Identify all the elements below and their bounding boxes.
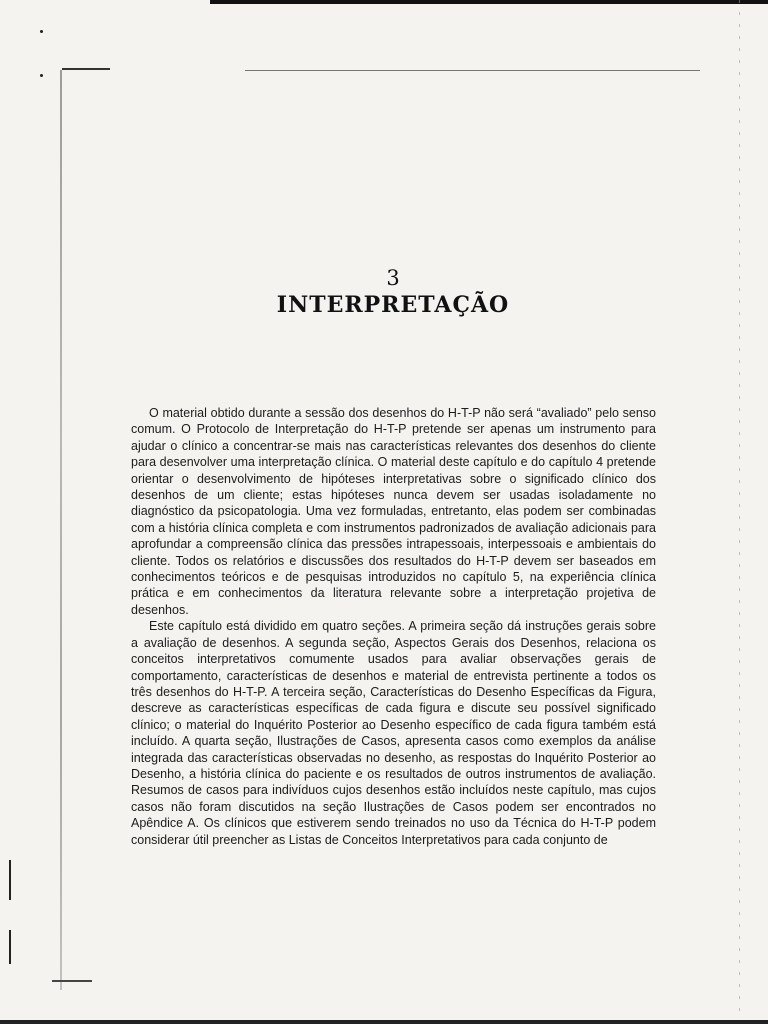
- binding-edge-cap: [62, 68, 110, 70]
- chapter-number: 3: [386, 266, 400, 290]
- page-right-edge: [739, 0, 740, 1024]
- binding-edge: [60, 70, 62, 990]
- scan-border-bottom: [0, 1020, 768, 1024]
- binding-edge-foot: [52, 980, 92, 982]
- paragraph: O material obtido durante a sessão dos desenhos do H-T-P não será “avaliado” pelo senso comum. O Protocolo de Interpretação do H-T-P pretende ser apenas um instrumento para ajudar o clínico a concentrar-se mais nas características relevantes dos desenhos do cliente para desenvolver uma interpretação clínica. O material deste capítulo e do capítulo 4 pretende orientar o desenvolvimento de hipóteses interpretativas sobre o significado clínico dos desenhos de um cliente; estas hipóteses nunca devem ser usadas isoladamente no diagnóstico da psicopatologia. Uma vez formuladas, entretanto, elas podem ser combinadas com a história clínica completa e com instrumentos padronizados de avaliação adicionais para aprofundar a compreensão clínica das pressões intrapessoais, interpessoais e ambientais do cliente. Todos os relatórios e discussões dos resultados do H-T-P devem ser baseados em conhecimentos teóricos e de pesquisas introduzidos no capítulo 5, na experiência clínica prática e em conhecimentos da literatura relevante sobre a interpretação projetiva de desenhos.: [131, 406, 656, 617]
- scan-speck: [40, 30, 43, 33]
- scan-mark-left: [9, 860, 11, 900]
- chapter-title: INTERPRETAÇÃO: [276, 292, 510, 318]
- scan-mark-left: [9, 930, 11, 964]
- header-rule: [245, 70, 700, 71]
- scan-border-top: [210, 0, 768, 4]
- paragraph: Este capítulo está dividido em quatro seções. A primeira seção dá instruções gerais sobre a avaliação de desenhos. A segunda seção, Aspectos Gerais dos Desenhos, relaciona os conceitos interpretativos comumente usados para avaliar observações gerais de comportamento, características de desenhos e material de entrevista pertinente a todos os três desenhos do H-T-P. A terceira seção, Características do Desenho Específicas da Figura, descreve as características específicas de cada figura e discute seu possível significado clínico; o material do Inquérito Posterior ao Desenho específico de cada figura também está incluído. A quarta seção, Ilustrações de Casos, apresenta casos como exemplos da análise integrada das características observadas no desenho, as respostas do Inquérito Posterior ao Desenho, a história clínica do paciente e os resultados de outros instrumentos de avaliação. Resumos de casos para indivíduos cujos desenhos estão incluídos neste capítulo, mas cujos casos não foram discutidos na seção Ilustrações de Casos podem ser encontrados no Apêndice A. Os clínicos que estiverem sendo treinados no uso da Técnica do H-T-P podem considerar útil preencher as Listas de Conceitos Interpretativos para cada conjunto de: [131, 619, 656, 847]
- body-text: [131, 405, 656, 848]
- scan-speck: [40, 74, 43, 77]
